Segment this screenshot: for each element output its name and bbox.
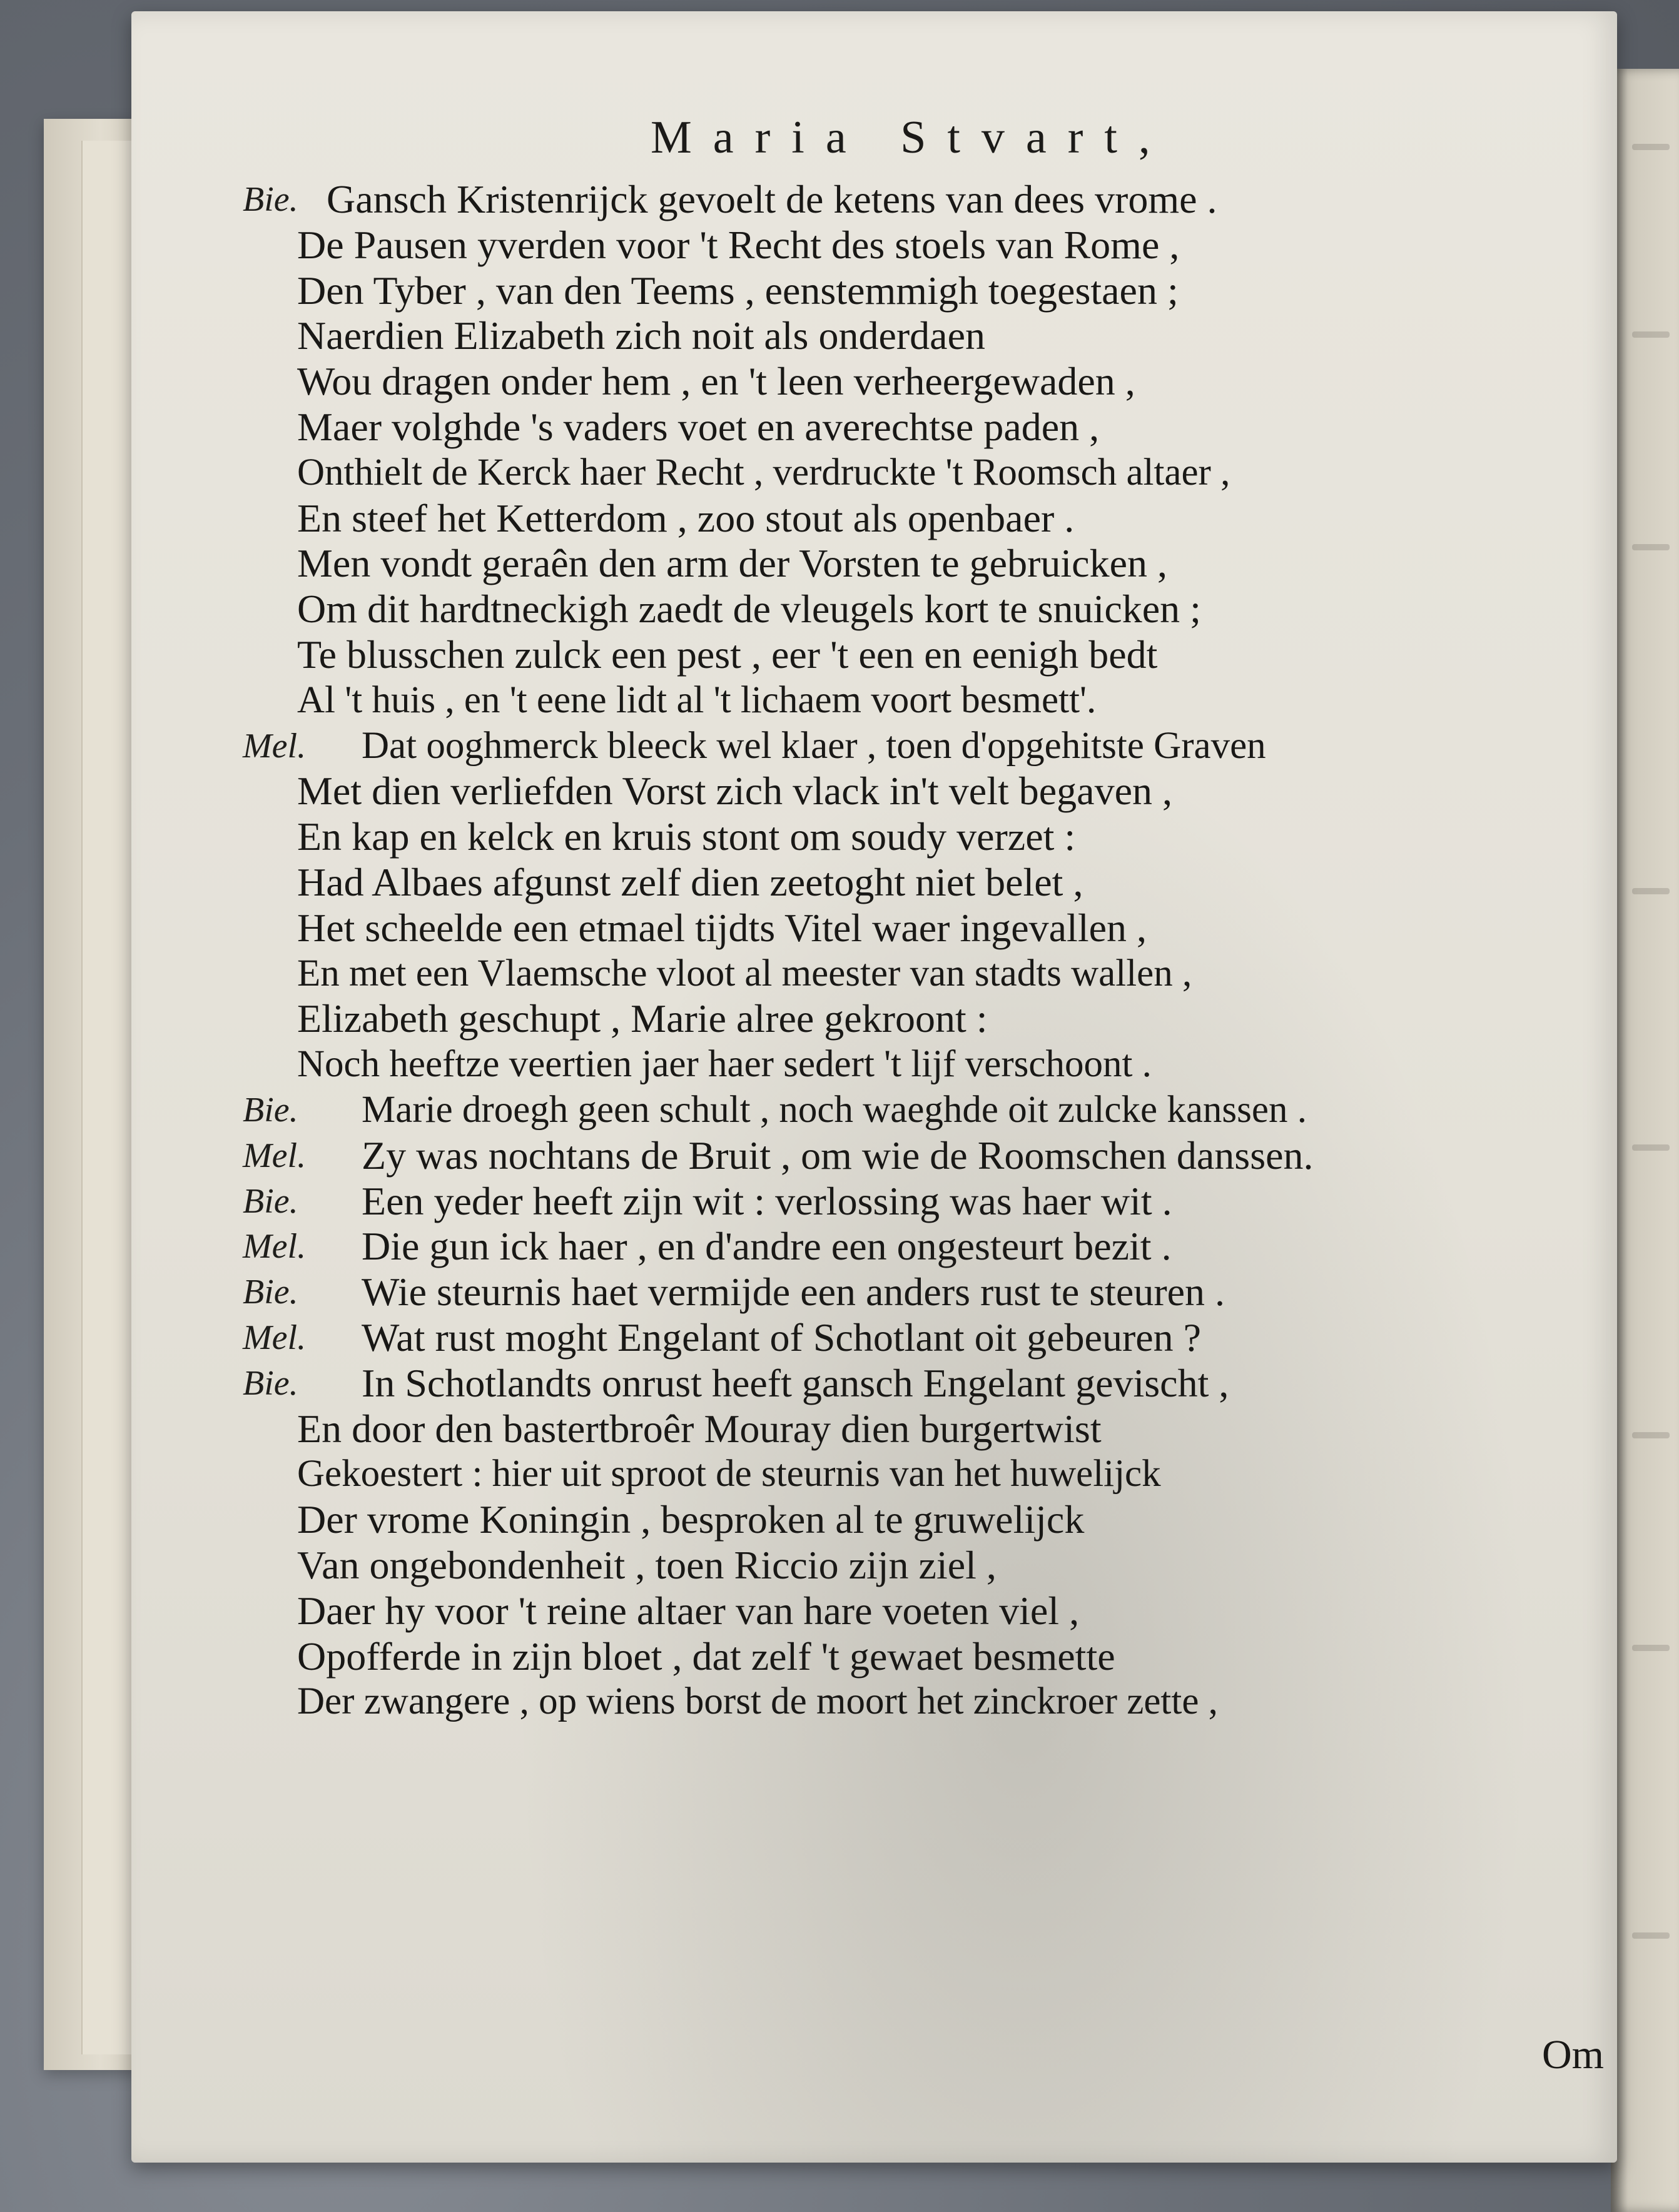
verse-line <box>131 996 1617 1042</box>
verse-line <box>131 1270 1617 1315</box>
speaker-label: Bie. <box>243 180 298 219</box>
verse-text: Der vrome Koningin , besproken al te gruwelijck <box>297 1497 1085 1542</box>
speaker-label: Bie. <box>243 1363 298 1403</box>
verse-line <box>131 313 1617 359</box>
verse-text: Wie steurnis haet vermijde een anders rust te steuren . <box>362 1270 1225 1315</box>
verse-text: En kap en kelck en kruis stont om soudy verzet : <box>297 814 1076 859</box>
verse-text: In Schotlandts onrust heeft gansch Engelant gevischt , <box>362 1360 1229 1405</box>
verse-text: En steef het Ketterdom , zoo stout als openbaer . <box>297 495 1075 540</box>
running-head: Maria Stvart, <box>651 112 1172 163</box>
verse-text: Den Tyber , van den Teems , eenstemmigh toegestaen ; <box>297 268 1179 313</box>
verse-line <box>131 860 1617 906</box>
verse-text-block <box>131 177 1617 1725</box>
verse-line <box>131 177 1617 223</box>
verse-line <box>131 1588 1617 1634</box>
speaker-label: Bie. <box>243 1181 298 1221</box>
facing-page-text-trace <box>1632 1932 1670 1939</box>
verse-line <box>131 450 1617 496</box>
verse-line <box>131 769 1617 814</box>
verse-text: Die gun ick haer , en d'andre een ongesteurt bezit . <box>362 1224 1172 1269</box>
verse-text: En door den bastertbroêr Mouray dien burgertwist <box>297 1406 1102 1451</box>
verse-line <box>131 1315 1617 1361</box>
verse-line <box>131 1179 1617 1225</box>
verse-line <box>131 359 1617 405</box>
verse-text: Daer hy voor 't reine altaer van hare voeten viel , <box>297 1588 1080 1633</box>
facing-page-text-trace <box>1632 888 1670 894</box>
verse-line <box>131 632 1617 678</box>
verse-text: Opofferde in zijn bloet , dat zelf 't gewaet besmette <box>297 1634 1115 1679</box>
verse-text: Van ongebondenheit , toen Riccio zijn ziel , <box>297 1542 997 1587</box>
verse-text: Met dien verliefden Vorst zich vlack in't velt begaven , <box>297 769 1172 814</box>
verse-text: Naerdien Elizabeth zich noit als onderdaen <box>297 313 985 358</box>
verse-text: Gekoestert : hier uit sproot de steurnis van het huwelijck <box>297 1453 1161 1495</box>
verse-text: Wat rust moght Engelant of Schotlant oit gebeuren ? <box>362 1315 1202 1360</box>
verse-text: Der zwangere , op wiens borst de moort het zinckroer zette , <box>297 1680 1218 1723</box>
speaker-label: Mel. <box>243 1227 307 1266</box>
speaker-label: Mel. <box>243 726 307 765</box>
verse-line <box>131 951 1617 997</box>
catchword: Om <box>1542 2032 1604 2078</box>
facing-page-text-trace <box>1632 144 1670 150</box>
verse-text: Had Albaes afgunst zelf dien zeetoght niet belet , <box>297 859 1083 904</box>
verse-line <box>131 1406 1617 1452</box>
verse-line <box>131 1224 1617 1270</box>
verse-line <box>131 405 1617 450</box>
verse-text: Dat ooghmerck bleeck wel klaer , toen d'opgehitste Graven <box>362 724 1266 767</box>
facing-page-text-trace <box>1632 544 1670 550</box>
facing-page-text-trace <box>1632 1432 1670 1438</box>
verse-line <box>131 1497 1617 1543</box>
verse-line <box>131 1679 1617 1725</box>
speaker-label: Mel. <box>243 1136 307 1175</box>
verse-text: De Pausen yverden voor 't Recht des stoels van Rome , <box>297 222 1180 267</box>
verse-text: En met een Vlaemsche vloot al meester van stadts wallen , <box>297 952 1192 994</box>
verse-line <box>131 1361 1617 1406</box>
verse-line <box>131 1634 1617 1680</box>
verse-text: Om dit hardtneckigh zaedt de vleugels kort te snuicken ; <box>297 587 1201 632</box>
verse-text: Onthielt de Kerck haer Recht , verdruckte 't Roomsch altaer , <box>297 451 1230 493</box>
verse-line <box>131 496 1617 542</box>
verse-line <box>131 541 1617 587</box>
verse-text: Wou dragen onder hem , en 't leen verheergewaden , <box>297 359 1135 404</box>
verse-text: Een yeder heeft zijn wit : verlossing was haer wit . <box>362 1178 1172 1223</box>
facing-page-text-trace <box>1632 1645 1670 1651</box>
verse-line <box>131 1133 1617 1179</box>
verse-line <box>131 587 1617 632</box>
book-page <box>131 11 1617 2163</box>
verse-text: Elizabeth geschupt , Marie alree gekroont : <box>297 996 988 1041</box>
speaker-label: Mel. <box>243 1318 307 1357</box>
verse-line <box>131 1543 1617 1588</box>
verse-line <box>131 1452 1617 1497</box>
verse-text: Men vondt geraên den arm der Vorsten te gebruicken , <box>297 541 1167 586</box>
verse-line <box>131 223 1617 268</box>
verse-text: Maer volghde 's vaders voet en averechtse paden , <box>297 404 1100 449</box>
verse-text: Al 't huis , en 't eene lidt al 't lichaem voort besmett'. <box>297 679 1097 721</box>
verse-line <box>131 814 1617 860</box>
verse-line <box>131 906 1617 951</box>
verse-line <box>131 1042 1617 1088</box>
verse-line <box>131 724 1617 769</box>
verse-line <box>131 268 1617 314</box>
verse-text: Het scheelde een etmael tijdts Vitel waer ingevallen , <box>297 905 1147 950</box>
verse-text: Te blusschen zulck een pest , eer 't een en eenigh bedt <box>297 632 1158 677</box>
verse-text: Gansch Kristenrijck gevoelt de ketens van dees vrome . <box>327 177 1217 221</box>
verse-text: Noch heeftze veertien jaer haer sedert 't lijf verschoont . <box>297 1043 1152 1086</box>
facing-page-edge <box>1611 69 1679 2212</box>
speaker-label: Bie. <box>243 1273 298 1312</box>
verse-line <box>131 678 1617 724</box>
verse-text: Zy was nochtans de Bruit , om wie de Roomschen danssen. <box>362 1133 1314 1178</box>
speaker-label: Bie. <box>243 1090 298 1129</box>
verse-line <box>131 1088 1617 1133</box>
facing-page-text-trace <box>1632 1144 1670 1151</box>
verse-text: Marie droegh geen schult , noch waeghde oit zulcke kanssen . <box>362 1088 1307 1131</box>
facing-page-text-trace <box>1632 331 1670 338</box>
